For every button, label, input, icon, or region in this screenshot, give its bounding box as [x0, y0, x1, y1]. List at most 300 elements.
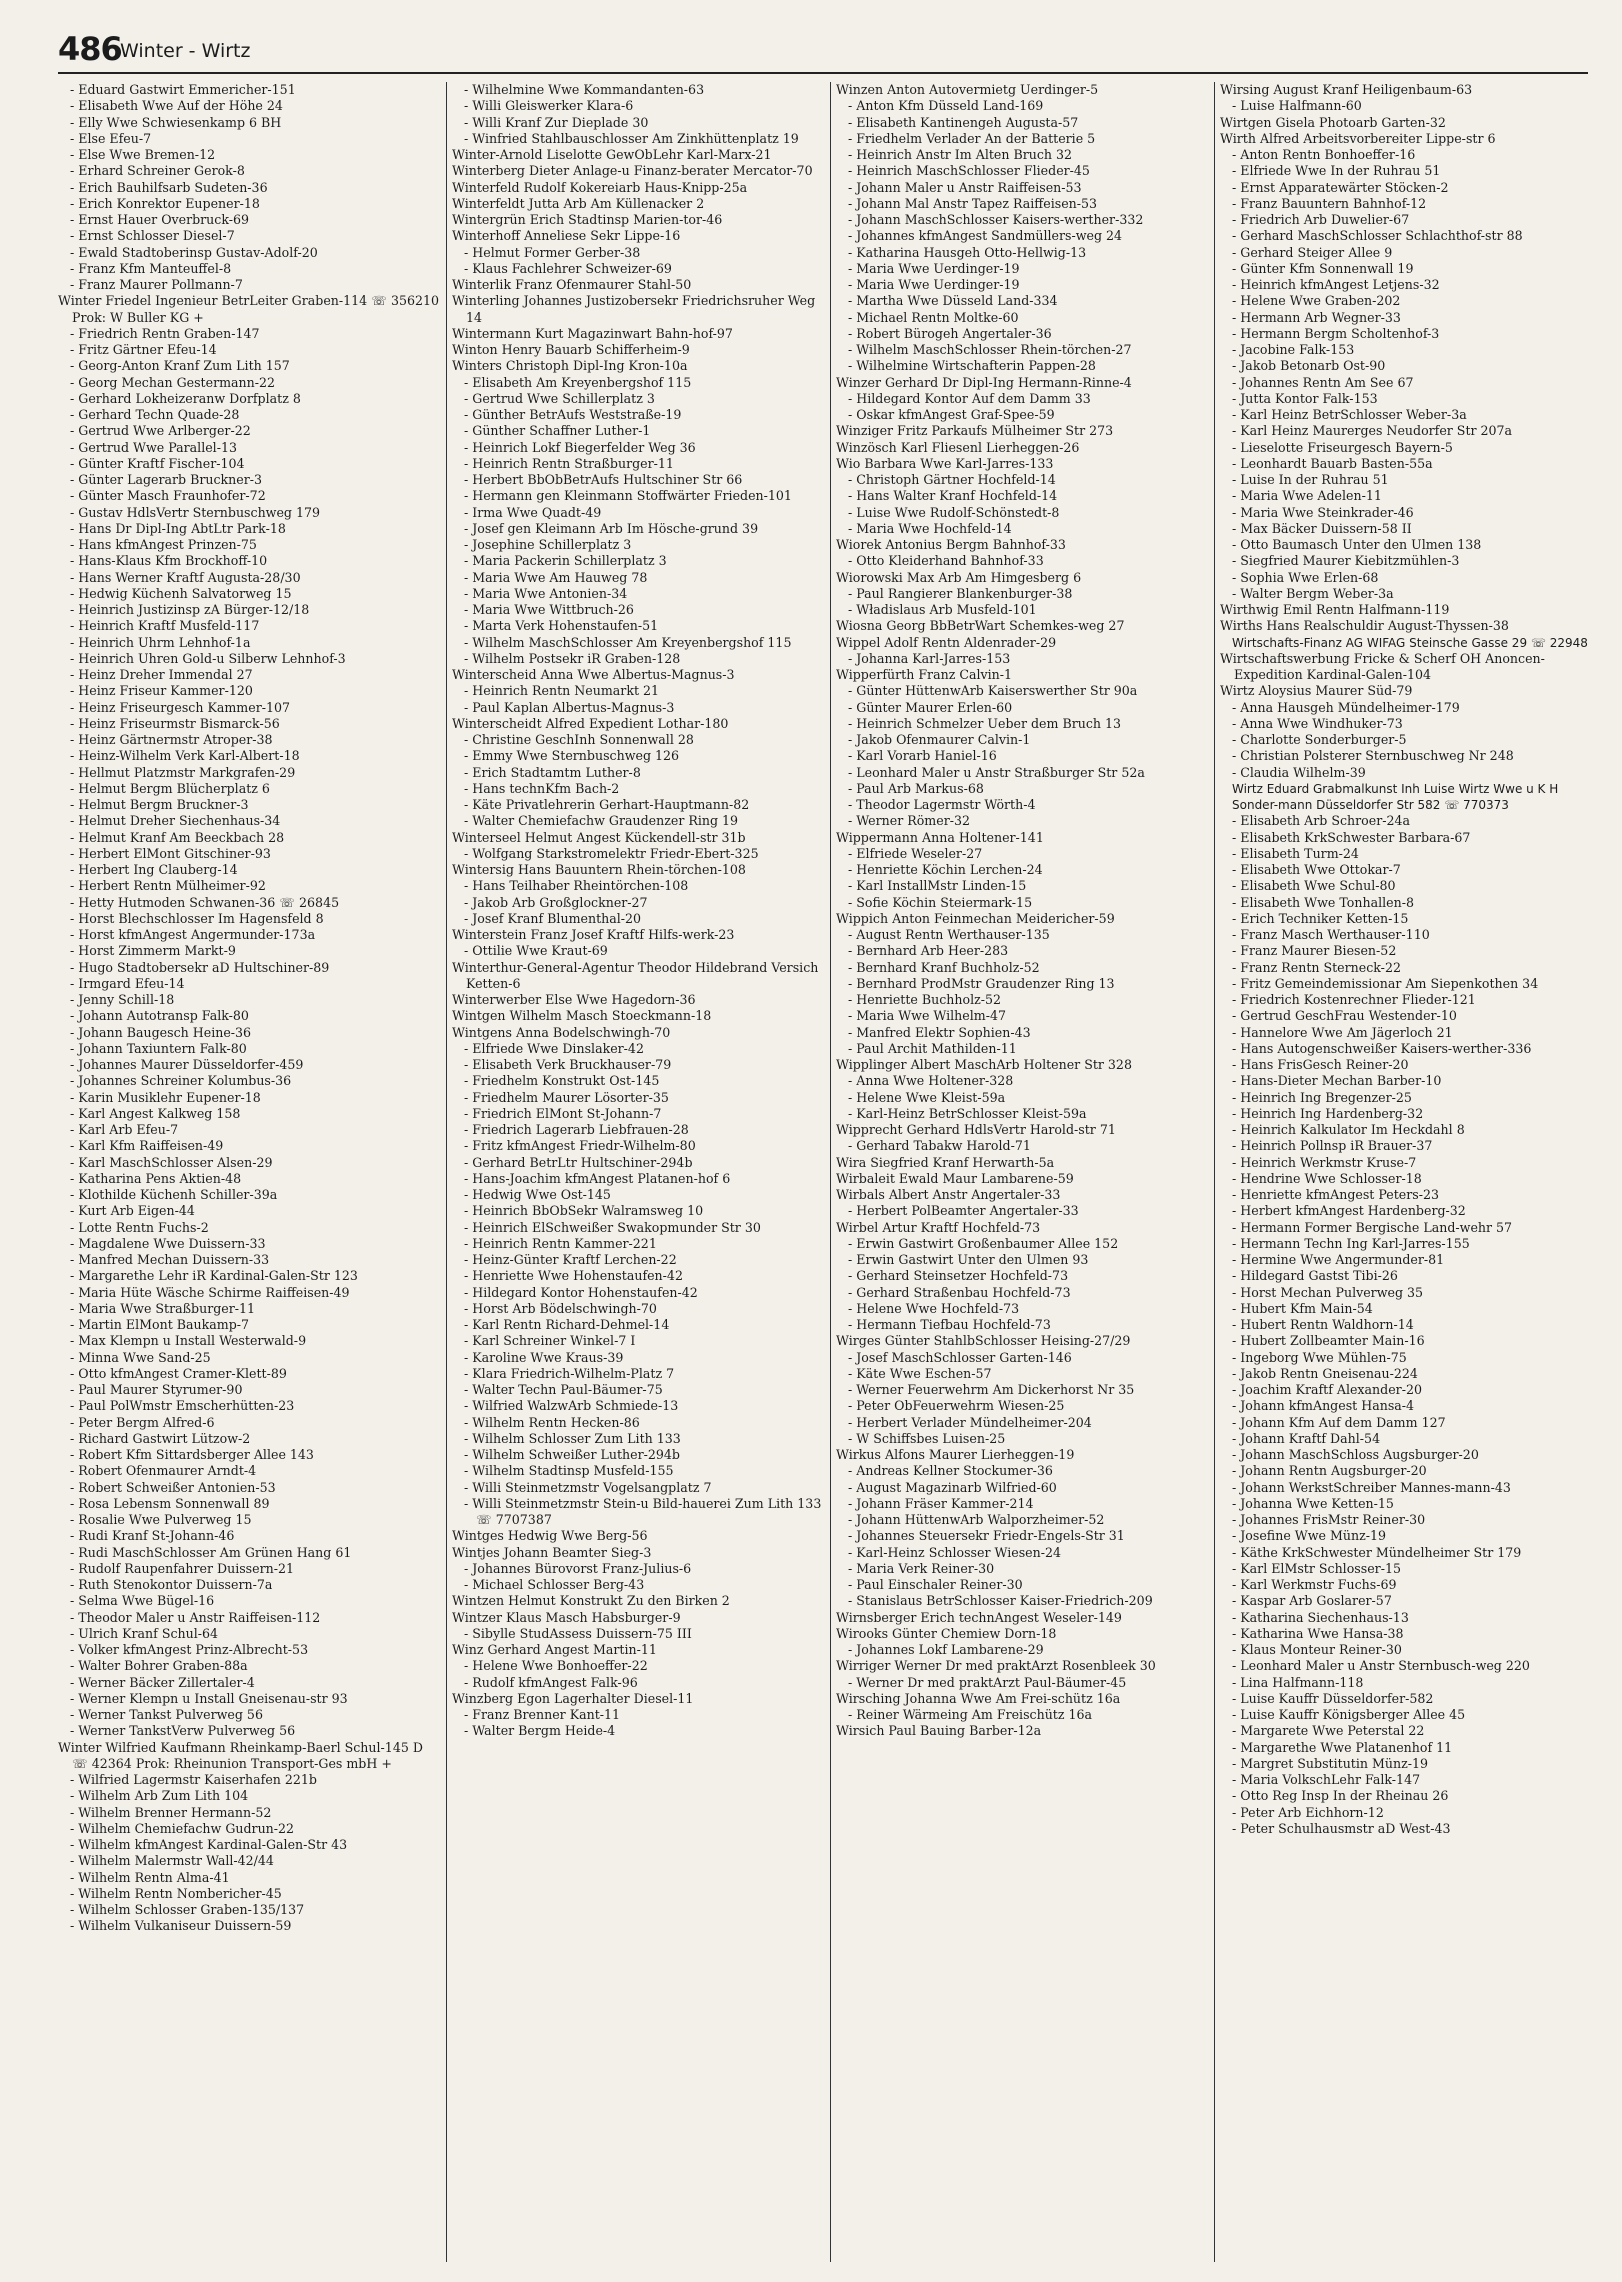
directory-entry: - August Rentn Werthauser-135: [848, 927, 1050, 942]
directory-entry: - Josef gen Kleimann Arb Im Hösche-grund 39: [464, 520, 759, 536]
directory-entry: - Gerhard Steiger Allee 9: [1232, 244, 1393, 260]
directory-entry: - Heinrich Pollnsp iR Brauer-37: [1232, 1138, 1433, 1154]
directory-entry: - Gerhard Tabakw Harold-71: [848, 1138, 1031, 1154]
directory-entry: - Heinrich Anstr Im Alten Bruch 32: [848, 147, 1073, 162]
directory-entry: - Otto Reg Insp In der Rheinau 26: [1232, 1788, 1449, 1804]
directory-entry: - Josefine Wwe Münz-19: [1232, 1528, 1386, 1544]
directory-entry: - Herbert Verlader Mündelheimer-204: [848, 1414, 1092, 1430]
directory-entry: - Walter Bergm Weber-3a: [1232, 585, 1394, 601]
directory-entry: - Marta Verk Hohenstaufen-51: [464, 618, 659, 634]
directory-entry: - Elisabeth Wwe Ottokar-7: [1232, 862, 1401, 877]
directory-entry: - Elisabeth KrkSchwester Barbara-67: [1232, 829, 1471, 845]
directory-entry: - Rudi MaschSchlosser Am Grünen Hang 61: [70, 1544, 352, 1560]
directory-entry: Wipplinger Albert MaschArb Holtener Str 328: [836, 1057, 1132, 1072]
directory-entry: - Helmut Dreher Siechenhaus-34: [70, 813, 281, 829]
directory-entry: - Hubert Rentn Waldhorn-14: [1232, 1317, 1414, 1332]
directory-entry: - Werner Römer-32: [848, 813, 970, 829]
directory-entry: - Jacobine Falk-153: [1232, 342, 1355, 357]
directory-entry: - Elfriede Wwe Dinslaker-42: [464, 1040, 644, 1056]
directory-entry: - Władislaus Arb Musfeld-101: [848, 602, 1037, 617]
directory-entry: - Hellmut Platzmstr Markgrafen-29: [70, 764, 296, 780]
directory-column-3: [836, 82, 1218, 2272]
directory-entry: - Hermann Arb Wegner-33: [1232, 309, 1401, 325]
directory-entry: - Johann Rentn Augsburger-20: [1232, 1463, 1427, 1479]
directory-entry: Winter Wilfried Kaufmann Rheinkamp-Baerl Schul-145 D ☏ 42364 Prok: Rheinunion Transport-Ges mbH +: [58, 1739, 423, 1771]
directory-entry: - Georg Mechan Gestermann-22: [70, 374, 276, 390]
directory-entry: - Käte Wwe Eschen-57: [848, 1365, 992, 1381]
directory-entry: - Heinz Friseurmstr Bismarck-56: [70, 715, 280, 731]
directory-entry: Wintgens Anna Bodelschwingh-70: [452, 1024, 671, 1040]
directory-entry: - Johannes kfmAngest Sandmüllers-weg 24: [848, 228, 1123, 244]
directory-entry: - Leonhardt Bauarb Basten-55a: [1232, 455, 1433, 471]
directory-entry: - Winfried Stahlbauschlosser Am Zinkhüttenplatz 19: [464, 130, 799, 146]
directory-entry: - Ulrich Kranf Schul-64: [70, 1625, 219, 1641]
directory-entry: - Wilhelm Arb Zum Lith 104: [70, 1788, 249, 1804]
directory-entry: - Selma Wwe Bügel-16: [70, 1593, 215, 1609]
directory-entry: - Robert Ofenmaurer Arndt-4: [70, 1463, 257, 1479]
directory-entry: - Heinz Friseur Kammer-120: [70, 683, 253, 699]
directory-entry: Winterscheid Anna Wwe Albertus-Magnus-3: [452, 667, 735, 682]
directory-entry: Wirkus Alfons Maurer Lierheggen-19: [836, 1447, 1075, 1462]
directory-entry: - Helmut Kranf Am Beeckbach 28: [70, 829, 285, 845]
directory-entry: - Karoline Wwe Kraus-39: [464, 1349, 624, 1365]
directory-entry: - Else Wwe Bremen-12: [70, 147, 216, 162]
directory-entry: - Margarethe Lehr iR Kardinal-Galen-Str 123: [70, 1268, 358, 1284]
directory-entry: - Maria Wwe Antonien-34: [464, 585, 628, 601]
directory-entry: - Volker kfmAngest Prinz-Albrecht-53: [70, 1642, 309, 1657]
directory-entry: - Karl Schreiner Winkel-7 I: [464, 1333, 636, 1349]
directory-entry: - Johann MaschSchlosser Kaisers-werther-332: [848, 212, 1144, 227]
directory-entry: Winter Friedel Ingenieur BetrLeiter Graben-114 ☏ 356210 Prok: W Buller KG +: [58, 293, 440, 325]
directory-entry: Wintjes Johann Beamter Sieg-3: [452, 1544, 652, 1560]
directory-entry: - Fritz Gemeindemissionar Am Siepenkothen 34: [1232, 975, 1539, 991]
directory-entry: - Ernst Apparatewärter Stöcken-2: [1232, 179, 1449, 195]
directory-entry: - Friedhelm Maurer Lösorter-35: [464, 1089, 669, 1105]
directory-entry: - Gertrud Wwe Schillerplatz 3: [464, 390, 655, 406]
directory-entry: - Werner Dr med praktArzt Paul-Bäumer-45: [848, 1674, 1127, 1690]
directory-entry: - Elisabeth Wwe Schul-80: [1232, 878, 1396, 894]
directory-entry: - Lieselotte Friseurgesch Bayern-5: [1232, 439, 1453, 455]
directory-entry: - Helmut Bergm Blücherplatz 6: [70, 780, 270, 796]
directory-entry: - Sibylle StudAssess Duissern-75 III: [464, 1625, 692, 1641]
directory-entry: - Hedwig Küchenh Salvatorweg 15: [70, 585, 292, 601]
directory-entry: - Luise Kauffr Düsseldorfer-582: [1232, 1690, 1434, 1706]
directory-entry: - Hugo Stadtobersekr aD Hultschiner-89: [70, 959, 330, 975]
directory-entry: - Peter Schulhausmstr aD West-43: [1232, 1820, 1451, 1836]
directory-entry: Wirges Günter StahlbSchlosser Heising-27/29: [836, 1333, 1131, 1349]
directory-entry: - Karl-Heinz Schlosser Wiesen-24: [848, 1544, 1062, 1560]
directory-entry: - Anna Wwe Windhuker-73: [1232, 715, 1403, 731]
directory-entry: - Heinrich Uhren Gold-u Silberw Lehnhof-3: [70, 650, 346, 666]
directory-entry: Wirbaleit Ewald Maur Lambarene-59: [836, 1170, 1074, 1186]
directory-entry: - Henriette kfmAngest Peters-23: [1232, 1187, 1440, 1202]
directory-entry: - Friedrich Kostenrechner Flieder-121: [1232, 992, 1476, 1007]
directory-entry: - Rudi Kranf St-Johann-46: [70, 1528, 235, 1544]
directory-entry: - Heinrich Uhrm Lehnhof-1a: [70, 634, 251, 650]
directory-entry: - Heinrich Ing Hardenberg-32: [1232, 1105, 1424, 1121]
directory-entry: - Friedrich Lagerarb Liebfrauen-28: [464, 1122, 689, 1137]
directory-entry: - Oskar kfmAngest Graf-Spee-59: [848, 407, 1055, 422]
directory-entry: - Wilhelm Schlosser Graben-135/137: [70, 1902, 305, 1917]
directory-entry: - Hubert Zollbeamter Main-16: [1232, 1333, 1425, 1349]
directory-entry: Wipprecht Gerhard HdlsVertr Harold-str 71: [836, 1122, 1116, 1137]
directory-entry: - Heinz Dreher Immendal 27: [70, 667, 253, 682]
directory-entry: - Wilhelm Vulkaniseur Duissern-59: [70, 1918, 292, 1934]
directory-entry: - Gustav HdlsVertr Sternbuschweg 179: [70, 504, 321, 520]
directory-entry: - Elisabeth Kantinengeh Augusta-57: [848, 114, 1079, 130]
directory-entry: - Heinrich ElSchweißer Swakopmunder Str 30: [464, 1219, 761, 1235]
directory-entry: - Ingeborg Wwe Mühlen-75: [1232, 1349, 1407, 1365]
directory-entry: - Friedhelm Konstrukt Ost-145: [464, 1073, 660, 1089]
directory-entry: - Willi Steinmetzmstr Stein-u Bild-hauerei Zum Lith 133 ☏ 7707387: [464, 1495, 822, 1527]
directory-entry: - Siegfried Maurer Kiebitzmühlen-3: [1232, 553, 1460, 569]
directory-entry: - Lina Halfmann-118: [1232, 1674, 1364, 1690]
directory-entry: - Käte Privatlehrerin Gerhart-Hauptmann-82: [464, 797, 750, 812]
directory-entry: - Max Klempn u Install Westerwald-9: [70, 1333, 307, 1349]
directory-entry: - Karl Heinz BetrSchlosser Weber-3a: [1232, 407, 1467, 422]
directory-entry: - Robert Schweißer Antonien-53: [70, 1479, 276, 1495]
directory-entry: - Fritz kfmAngest Friedr-Wilhelm-80: [464, 1138, 696, 1154]
directory-entry: - Kurt Arb Eigen-44: [70, 1203, 195, 1219]
directory-entry: - Anton Kfm Düsseld Land-169: [848, 98, 1044, 114]
directory-entry: - Hermann Techn Ing Karl-Jarres-155: [1232, 1235, 1470, 1251]
directory-entry: - Helene Wwe Hochfeld-73: [848, 1300, 1020, 1316]
running-title: Winter - Wirtz: [120, 40, 251, 62]
directory-entry: - Hildegard Gastst Tibi-26: [1232, 1268, 1398, 1284]
directory-entry: - Hans-Klaus Kfm Brockhoff-10: [70, 553, 268, 569]
directory-entry: - Maria Wwe Steinkrader-46: [1232, 504, 1414, 520]
directory-entry: - Gerhard BetrLtr Hultschiner-294b: [464, 1154, 693, 1170]
directory-entry: - Hetty Hutmoden Schwanen-36 ☏ 26845: [70, 894, 340, 910]
directory-entry: - Hermann Tiefbau Hochfeld-73: [848, 1317, 1051, 1332]
directory-entry: - Gerhard Techn Quade-28: [70, 407, 240, 422]
directory-entry: - Günther Schaffner Luther-1: [464, 423, 651, 439]
directory-entry: Wirtschaftswerbung Fricke & Scherf OH Anoncen-Expedition Kardinal-Galen-104: [1220, 650, 1545, 682]
directory-entry: - Karl Heinz Maurerges Neudorfer Str 207a: [1232, 423, 1513, 439]
directory-entry: - Franz Kfm Manteuffel-8: [70, 260, 232, 276]
directory-entry: - Paul Maurer Styrumer-90: [70, 1382, 243, 1397]
directory-entry: - Katharina Hausgeh Otto-Hellwig-13: [848, 244, 1087, 260]
directory-entry: - Karl ElMstr Schlosser-15: [1232, 1560, 1401, 1576]
directory-entry: - Johannes Schreiner Kolumbus-36: [70, 1073, 292, 1089]
directory-entry: - Paul Einschaler Reiner-30: [848, 1577, 1023, 1592]
directory-entry: - Wilhelmine Wwe Kommandanten-63: [464, 82, 705, 97]
directory-entry: Wiosna Georg BbBetrWart Schemkes-weg 27: [836, 618, 1125, 634]
directory-entry: - Jutta Kontor Falk-153: [1232, 390, 1378, 406]
directory-entry: Wirsching Johanna Wwe Am Frei-schütz 16a: [836, 1690, 1121, 1706]
directory-entry: - Elisabeth Arb Schroer-24a: [1232, 813, 1411, 829]
directory-entry: - Karl MaschSchlosser Alsen-29: [70, 1154, 273, 1170]
directory-entry: Wira Siegfried Kranf Herwarth-5a: [836, 1154, 1055, 1170]
directory-entry: - Sofie Köchin Steiermark-15: [848, 894, 1033, 910]
directory-entry: Wirths Hans Realschuldir August-Thyssen-38: [1220, 618, 1509, 634]
directory-entry: - Helmut Bergm Bruckner-3: [70, 797, 249, 812]
directory-entry: Winterwerber Else Wwe Hagedorn-36: [452, 992, 696, 1007]
directory-entry: - Karl Angest Kalkweg 158: [70, 1105, 241, 1121]
directory-entry: - Günter Maurer Erlen-60: [848, 699, 1013, 715]
directory-entry: - Andreas Kellner Stockumer-36: [848, 1463, 1053, 1479]
directory-entry: - Paul Archit Mathilden-11: [848, 1040, 1017, 1056]
directory-entry: - Johann Kraftf Dahl-54: [1232, 1430, 1381, 1446]
directory-entry: - Willi Gleiswerker Klara-6: [464, 98, 634, 114]
directory-entry: - Johanna Karl-Jarres-153: [848, 650, 1011, 666]
directory-entry: Wirth Alfred Arbeitsvorbereiter Lippe-str 6: [1220, 130, 1496, 146]
directory-entry: - Maria Packerin Schillerplatz 3: [464, 553, 667, 569]
directory-entry: - Rosalie Wwe Pulverweg 15: [70, 1512, 252, 1527]
directory-entry: - Käthe KrkSchwester Mündelheimer Str 179: [1232, 1544, 1522, 1560]
directory-entry: Wintergrün Erich Stadtinsp Marien-tor-46: [452, 212, 723, 227]
directory-entry: - Christoph Gärtner Hochfeld-14: [848, 472, 1056, 487]
directory-entry: - Magdalene Wwe Duissern-33: [70, 1235, 266, 1251]
directory-entry: - Martha Wwe Düsseld Land-334: [848, 293, 1058, 309]
directory-entry: - Stanislaus BetrSchlosser Kaiser-Friedrich-209: [848, 1593, 1153, 1609]
directory-entry: - Jakob Rentn Gneisenau-224: [1232, 1365, 1418, 1381]
directory-entry: Wintzen Helmut Konstrukt Zu den Birken 2: [452, 1593, 730, 1609]
directory-entry: - Bernhard Arb Heer-283: [848, 943, 1009, 959]
directory-entry: - Josef MaschSchlosser Garten-146: [848, 1349, 1072, 1365]
directory-entry: - Heinrich Lokf Biegerfelder Weg 36: [464, 439, 696, 455]
directory-entry: - Johann kfmAngest Hansa-4: [1232, 1398, 1415, 1414]
directory-entry: - Johann Autotransp Falk-80: [70, 1008, 249, 1024]
directory-entry: - Paul Rangierer Blankenburger-38: [848, 585, 1073, 601]
directory-entry: - Gerhard Steinsetzer Hochfeld-73: [848, 1268, 1069, 1284]
directory-entry: - Maria VolkschLehr Falk-147: [1232, 1772, 1421, 1787]
directory-entry: Winzen Anton Autovermietg Uerdinger-5: [836, 82, 1099, 97]
directory-entry: Wintzer Klaus Masch Habsburger-9: [452, 1609, 681, 1625]
directory-entry: - Manfred Elektr Sophien-43: [848, 1024, 1031, 1040]
directory-entry: Winton Henry Bauarb Schifferheim-9: [452, 342, 690, 357]
directory-entry: - Elfriede Wwe In der Ruhrau 51: [1232, 163, 1441, 179]
directory-entry: - Paul PolWmstr Emscherhütten-23: [70, 1398, 295, 1414]
directory-entry: - Hermann Bergm Scholtenhof-3: [1232, 325, 1440, 341]
directory-entry: - Georg-Anton Kranf Zum Lith 157: [70, 358, 290, 374]
directory-entry: - Karin Musiklehr Eupener-18: [70, 1089, 261, 1105]
directory-entry: - Franz Brenner Kant-11: [464, 1707, 621, 1722]
directory-entry: - Herbert ElMont Gitschiner-93: [70, 845, 271, 861]
directory-entry: - Herbert Rentn Mülheimer-92: [70, 878, 266, 894]
directory-entry: Winter-Arnold Liselotte GewObLehr Karl-Marx-21: [452, 147, 772, 162]
directory-entry: - Heinrich Ing Bregenzer-25: [1232, 1089, 1412, 1105]
directory-entry: Wirsing August Kranf Heiligenbaum-63: [1220, 82, 1473, 97]
directory-entry: - Hendrine Wwe Schlosser-18: [1232, 1170, 1422, 1186]
directory-entry: - Jenny Schill-18: [70, 992, 175, 1007]
directory-entry: - Emmy Wwe Sternbuschweg 126: [464, 748, 680, 764]
directory-entry: - Karl-Heinz BetrSchlosser Kleist-59a: [848, 1105, 1087, 1121]
directory-entry: - Paul Kaplan Albertus-Magnus-3: [464, 699, 675, 715]
directory-entry: - Heinrich MaschSchlosser Flieder-45: [848, 163, 1090, 179]
directory-entry: - Heinrich Rentn Kammer-221: [464, 1235, 657, 1251]
directory-entry: - Günter Kfm Sonnenwall 19: [1232, 260, 1414, 276]
directory-entry: Winterlik Franz Ofenmaurer Stahl-50: [452, 277, 692, 292]
directory-entry: - Erwin Gastwirt Unter den Ulmen 93: [848, 1252, 1089, 1267]
directory-entry: Winziger Fritz Parkaufs Mülheimer Str 273: [836, 423, 1114, 439]
directory-entry: - Ernst Hauer Overbruck-69: [70, 212, 250, 227]
directory-entry: - Klaus Fachlehrer Schweizer-69: [464, 260, 672, 276]
directory-entry: - Wilhelm MaschSchlosser Rhein-törchen-27: [848, 342, 1132, 357]
directory-entry: - Johann WerkstSchreiber Mannes-mann-43: [1232, 1479, 1511, 1495]
directory-column-2: [452, 82, 834, 2272]
directory-entry: - Gertrud Wwe Arlberger-22: [70, 423, 251, 439]
directory-entry: - W Schiffsbes Luisen-25: [848, 1430, 1006, 1446]
directory-entry: Wiorowski Max Arb Am Himgesberg 6: [836, 569, 1082, 585]
directory-entry: - Franz Bauuntern Bahnhof-12: [1232, 195, 1427, 211]
directory-entry: - Joachim Kraftf Alexander-20: [1232, 1382, 1422, 1397]
directory-entry: - Johann Fräser Kammer-214: [848, 1495, 1034, 1511]
directory-entry: - Hubert Kfm Main-54: [1232, 1300, 1373, 1316]
directory-entry: - Hans Walter Kranf Hochfeld-14: [848, 488, 1058, 504]
directory-entry: - Wilhelm Postsekr iR Graben-128: [464, 650, 681, 666]
directory-entry: - Robert Bürogeh Angertaler-36: [848, 325, 1052, 341]
directory-entry: - Maria Wwe Straßburger-11: [70, 1300, 256, 1316]
directory-entry: - Jakob Betonarb Ost-90: [1232, 358, 1386, 374]
directory-entry: - Wilhelm Schlosser Zum Lith 133: [464, 1430, 681, 1446]
directory-entry: - Herbert Ing Clauberg-14: [70, 862, 238, 877]
directory-entry: Wirsich Paul Bauing Barber-12a: [836, 1723, 1042, 1739]
directory-entry: Wirtschafts-Finanz AG WIFAG Steinsche Gasse 29 ☏ 22948: [1232, 635, 1588, 650]
directory-entry: Wirnsberger Erich technAngest Weseler-149: [836, 1609, 1122, 1625]
directory-entry: - Henriette Wwe Hohenstaufen-42: [464, 1268, 683, 1284]
directory-entry: - Irma Wwe Quadt-49: [464, 504, 602, 520]
directory-entry: - Horst Blechschlosser Im Hagensfeld 8: [70, 910, 324, 926]
directory-entry: - Elly Wwe Schwiesenkamp 6 BH: [70, 114, 282, 130]
directory-entry: - Martin ElMont Baukamp-7: [70, 1317, 250, 1332]
directory-entry: - Werner TankstVerw Pulverweg 56: [70, 1723, 296, 1739]
directory-entry: - Rudolf kfmAngest Falk-96: [464, 1674, 638, 1690]
directory-entry: - Herbert PolBeamter Angertaler-33: [848, 1203, 1079, 1219]
directory-entry: - Lotte Rentn Fuchs-2: [70, 1219, 209, 1235]
directory-entry: - Erich Bauhilfsarb Sudeten-36: [70, 179, 268, 195]
directory-entry: Wippel Adolf Rentn Aldenrader-29: [836, 634, 1057, 650]
directory-entry: - Gerhard Straßenbau Hochfeld-73: [848, 1284, 1071, 1300]
directory-entry: - Erich Konrektor Eupener-18: [70, 195, 260, 211]
directory-entry: - Franz Rentn Sterneck-22: [1232, 959, 1401, 975]
directory-entry: - Michael Schlosser Berg-43: [464, 1577, 645, 1592]
directory-entry: - Gertrud Wwe Parallel-13: [70, 439, 237, 455]
directory-entry: Wirtz Aloysius Maurer Süd-79: [1220, 683, 1413, 699]
directory-entry: Wintersig Hans Bauuntern Rhein-törchen-108: [452, 862, 746, 877]
directory-entry: - Willi Kranf Zur Dieplade 30: [464, 114, 649, 130]
directory-entry: - Luise Halfmann-60: [1232, 98, 1362, 114]
directory-entry: - Karl Rentn Richard-Dehmel-14: [464, 1317, 670, 1332]
directory-entry: - Elisabeth Turm-24: [1232, 845, 1359, 861]
directory-entry: - Henriette Köchin Lerchen-24: [848, 862, 1043, 877]
directory-entry: - Ruth Stenokontor Duissern-7a: [70, 1577, 273, 1592]
directory-entry: - Wolfgang Starkstromelektr Friedr-Ebert-325: [464, 845, 759, 861]
directory-entry: - Wilhelm MaschSchlosser Am Kreyenbergshof 115: [464, 634, 792, 650]
directory-entry: Wintermann Kurt Magazinwart Bahn-hof-97: [452, 325, 733, 341]
directory-entry: - Karl Kfm Raiffeisen-49: [70, 1138, 224, 1154]
directory-entry: - Walter Bergm Heide-4: [464, 1723, 616, 1739]
directory-entry: - Karl Arb Efeu-7: [70, 1122, 179, 1137]
directory-entry: - Johannes Lokf Lambarene-29: [848, 1642, 1044, 1657]
directory-entry: - Walter Chemiefachw Graudenzer Ring 19: [464, 813, 739, 829]
directory-entry: - Willi Steinmetzmstr Vogelsangplatz 7: [464, 1479, 712, 1495]
directory-entry: - Christian Polsterer Sternbuschweg Nr 248: [1232, 748, 1514, 764]
directory-entry: - Paul Arb Markus-68: [848, 780, 984, 796]
directory-entry: - Minna Wwe Sand-25: [70, 1349, 211, 1365]
directory-entry: - Helene Wwe Bonhoeffer-22: [464, 1658, 648, 1674]
directory-entry: - Helene Wwe Kleist-59a: [848, 1089, 1006, 1105]
directory-entry: - Heinrich Rentn Neumarkt 21: [464, 683, 660, 699]
directory-entry: - Heinrich BbObSekr Walramsweg 10: [464, 1203, 704, 1219]
directory-entry: - Maria Hüte Wäsche Schirme Raiffeisen-49: [70, 1284, 350, 1300]
directory-entry: - Johannes Maurer Düsseldorfer-459: [70, 1057, 304, 1072]
directory-entry: - Margarethe Wwe Platanenhof 11: [1232, 1739, 1453, 1755]
directory-entry: - Klaus Monteur Reiner-30: [1232, 1642, 1402, 1657]
directory-entry: - Jakob Arb Großglockner-27: [464, 894, 648, 910]
directory-entry: - Hans technKfm Bach-2: [464, 780, 620, 796]
directory-entry: Winzer Gerhard Dr Dipl-Ing Hermann-Rinne-4: [836, 374, 1132, 390]
directory-entry: - Wilfried WalzwArb Schmiede-13: [464, 1398, 679, 1414]
directory-entry: - Horst Mechan Pulverweg 35: [1232, 1284, 1424, 1300]
directory-entry: - Robert Kfm Sittardsberger Allee 143: [70, 1447, 314, 1462]
directory-entry: - Hannelore Wwe Am Jägerloch 21: [1232, 1024, 1453, 1040]
directory-entry: - Franz Masch Werthauser-110: [1232, 927, 1430, 942]
directory-entry: - Otto kfmAngest Cramer-Klett-89: [70, 1365, 287, 1381]
directory-entry: - Kaspar Arb Goslarer-57: [1232, 1593, 1392, 1609]
directory-entry: - Jakob Ofenmaurer Calvin-1: [848, 732, 1031, 747]
directory-entry: Winterscheidt Alfred Expedient Lothar-180: [452, 715, 729, 731]
directory-entry: - Heinrich Justizinsp zA Bürger-12/18: [70, 602, 310, 617]
directory-entry: - Anna Wwe Holtener-328: [848, 1073, 1014, 1089]
directory-entry: - Helmut Former Gerber-38: [464, 244, 641, 260]
page-header: [58, 28, 1588, 74]
directory-entry: - Otto Kleiderhand Bahnhof-33: [848, 553, 1044, 569]
directory-entry: Winterling Johannes Justizobersekr Friedrichsruher Weg 14: [452, 293, 816, 325]
directory-entry: - Elisabeth Verk Bruckhauser-79: [464, 1057, 672, 1072]
directory-entry: - Helene Wwe Graben-202: [1232, 293, 1401, 309]
directory-entry: Winterfeld Rudolf Kokereiarb Haus-Knipp-25a: [452, 179, 748, 195]
directory-entry: - Wilhelm kfmAngest Kardinal-Galen-Str 43: [70, 1837, 348, 1852]
directory-entry: - Günter HüttenwArb Kaiserswerther Str 90a: [848, 683, 1138, 699]
directory-entry: - Werner Klempn u Install Gneisenau-str 93: [70, 1690, 348, 1706]
directory-entry: Wirtgen Gisela Photoarb Garten-32: [1220, 114, 1446, 130]
directory-entry: - Werner Bäcker Zillertaler-4: [70, 1674, 255, 1690]
directory-entry: - Peter ObFeuerwehrm Wiesen-25: [848, 1398, 1065, 1414]
directory-entry: - Karl InstallMstr Linden-15: [848, 878, 1027, 894]
directory-entry: - Karl Vorarb Haniel-16: [848, 748, 997, 764]
directory-entry: - Luise In der Ruhrau 51: [1232, 472, 1389, 487]
directory-entry: - Heinrich kfmAngest Letjens-32: [1232, 277, 1440, 292]
directory-entry: - Hedwig Wwe Ost-145: [464, 1187, 611, 1202]
column-divider: [830, 82, 831, 2262]
directory-entry: - Heinz Gärtnermstr Atroper-38: [70, 732, 273, 747]
directory-entry: - Leonhard Maler u Anstr Straßburger Str 52a: [848, 764, 1145, 780]
directory-entry: Winterhoff Anneliese Sekr Lippe-16: [452, 228, 681, 244]
directory-entry: - Johannes Rentn Am See 67: [1232, 374, 1414, 390]
directory-entry: - Heinrich Kalkulator Im Heckdahl 8: [1232, 1122, 1465, 1137]
directory-entry: Winz Gerhard Angest Martin-11: [452, 1642, 657, 1657]
directory-entry: - Johannes FrisMstr Reiner-30: [1232, 1512, 1426, 1527]
directory-entry: - Klara Friedrich-Wilhelm-Platz 7: [464, 1365, 675, 1381]
directory-entry: - Anton Rentn Bonhoeffer-16: [1232, 147, 1416, 162]
directory-entry: - Maria Wwe Wittbruch-26: [464, 602, 634, 617]
directory-entry: Wiorek Antonius Bergm Bahnhof-33: [836, 537, 1066, 552]
directory-entry: - Heinrich Werkmstr Kruse-7: [1232, 1154, 1417, 1170]
directory-entry: - Else Efeu-7: [70, 130, 152, 146]
directory-entry: - Josef Kranf Blumenthal-20: [464, 910, 642, 926]
directory-entry: - Wilhelm Stadtinsp Musfeld-155: [464, 1463, 674, 1479]
directory-entry: Winzberg Egon Lagerhalter Diesel-11: [452, 1690, 694, 1706]
directory-entry: - Elisabeth Wwe Tonhallen-8: [1232, 894, 1414, 910]
directory-entry: - Hans FrisGesch Reiner-20: [1232, 1057, 1409, 1072]
directory-entry: - Theodor Lagermstr Wörth-4: [848, 797, 1036, 812]
directory-column-1: [58, 82, 440, 2272]
directory-entry: - Horst Zimmerm Markt-9: [70, 943, 236, 959]
directory-entry: - Bernhard Kranf Buchholz-52: [848, 959, 1040, 975]
directory-entry: - Michael Rentn Moltke-60: [848, 309, 1019, 325]
directory-entry: - Ernst Schlosser Diesel-7: [70, 228, 235, 244]
